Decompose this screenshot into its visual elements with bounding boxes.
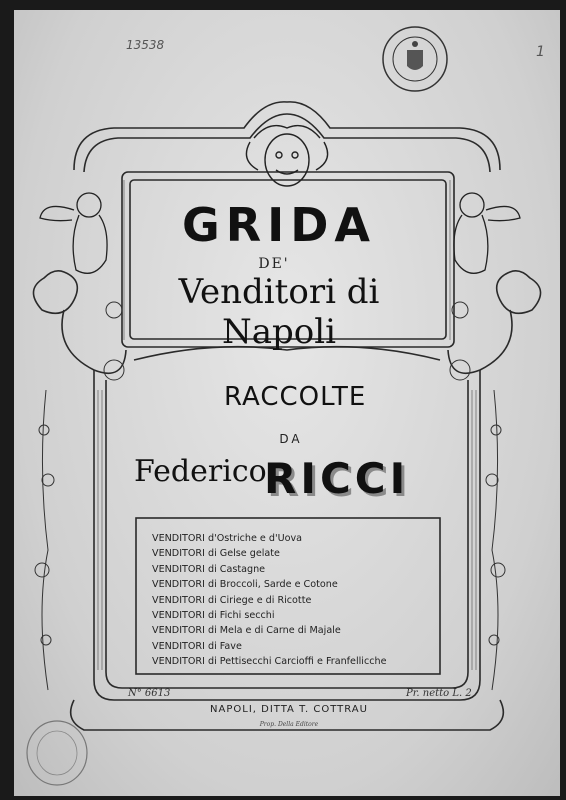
- list-item: VENDITORI di Fave: [152, 640, 242, 652]
- library-stamp-text: [380, 24, 450, 94]
- round-stamp-icon: [22, 715, 92, 790]
- title-page: [14, 10, 560, 796]
- publisher: NAPOLI, DITTA T. COTTRAU: [210, 704, 368, 715]
- price: Pr. netto L. 2: [406, 688, 472, 699]
- author-first-name: Federico: [134, 454, 267, 489]
- list-item: VENDITORI di Ciriege e di Ricotte: [152, 594, 312, 606]
- plate-number: N° 6613: [128, 688, 171, 699]
- list-item: VENDITORI d'Ostriche e d'Uova: [152, 533, 303, 544]
- list-item: VENDITORI di Mela e di Carne di Majale: [152, 625, 341, 637]
- garland-right: [486, 390, 505, 690]
- list-item: VENDITORI di Gelse gelate: [152, 548, 280, 560]
- cherub-right: [454, 193, 520, 273]
- list-item: VENDITORI di Fichi secchi: [152, 610, 275, 622]
- subtitle: Venditori di Napoli: [178, 272, 380, 352]
- inventory-number: 13538: [126, 38, 165, 52]
- engraver-credit: Prop. Della Editore: [259, 721, 319, 728]
- list-item: VENDITORI di Pettisecchi Carcioffi e Franfellicche: [152, 656, 387, 668]
- mask-ornament: [246, 126, 327, 186]
- list-item: VENDITORI di Castagne: [152, 563, 266, 575]
- author-last-name: RICCI: [264, 454, 410, 503]
- title-connector: DE': [258, 256, 290, 272]
- page-title: GRIDA: [181, 198, 377, 252]
- list-item: VENDITORI di Broccoli, Sarde e Cotone: [152, 579, 338, 591]
- by-label: DA: [279, 432, 303, 446]
- page-number: 1: [536, 44, 545, 60]
- cherub-left: [40, 193, 107, 273]
- garland-left: [35, 390, 54, 690]
- contents-list: [152, 531, 442, 670]
- collected-label: RACCOLTE: [224, 382, 367, 412]
